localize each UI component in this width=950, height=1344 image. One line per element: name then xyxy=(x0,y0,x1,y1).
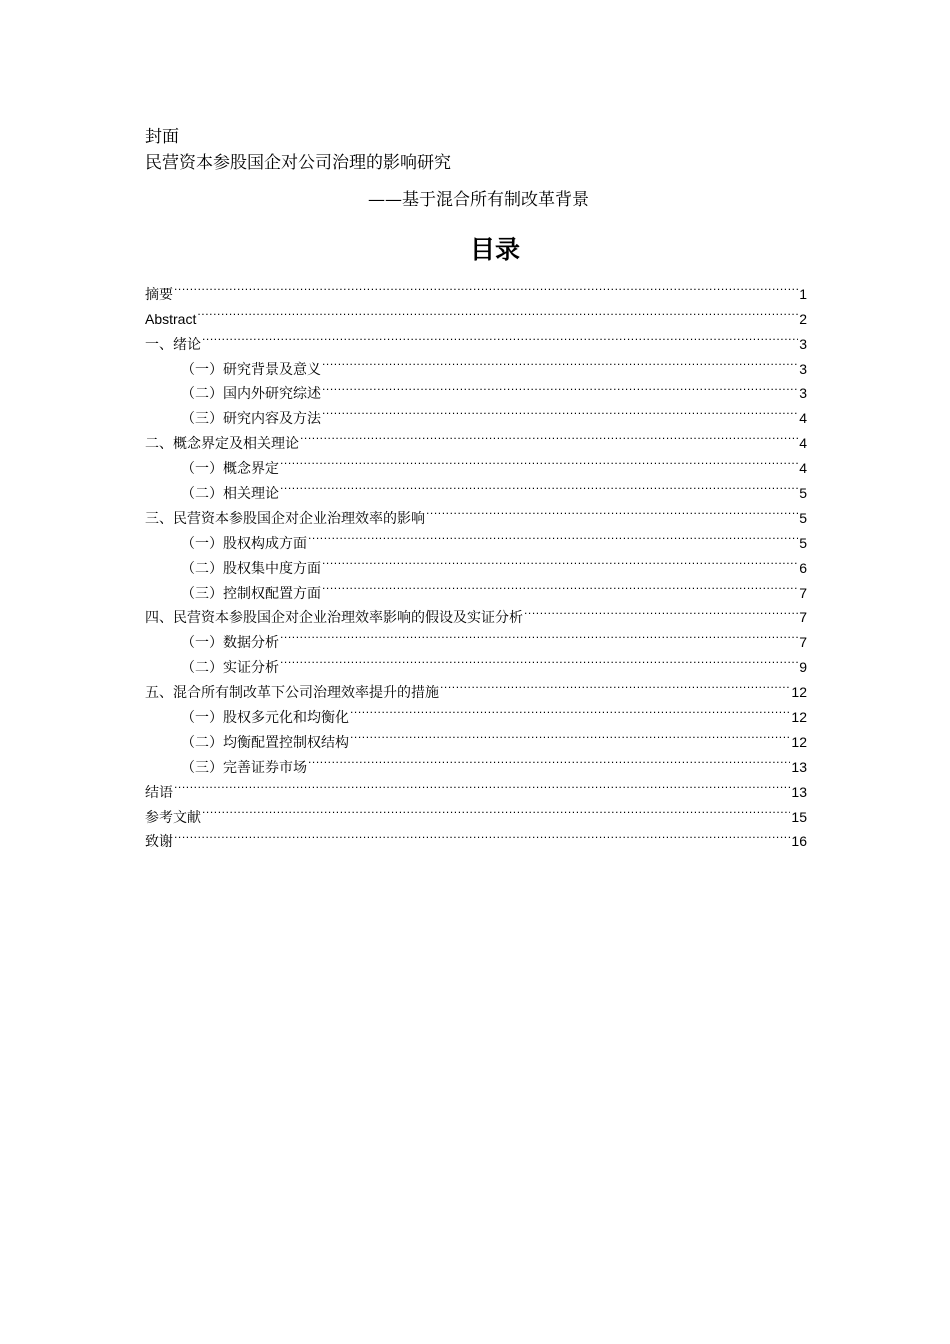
toc-leader-dots xyxy=(524,598,798,623)
toc-subentry[interactable] xyxy=(145,349,807,378)
toc-entry-page: 7 xyxy=(799,609,807,626)
toc-entry-label: （二）股权集中度方面 xyxy=(181,560,321,577)
toc-entry-page: 7 xyxy=(799,634,807,651)
toc-leader-dots xyxy=(280,448,798,473)
toc-leader-dots xyxy=(322,349,798,374)
toc-entry-label: （二）均衡配置控制权结构 xyxy=(181,734,349,751)
toc-entry-page: 12 xyxy=(791,709,807,726)
toc-entry-page: 15 xyxy=(791,808,807,825)
cover-label: 封面 xyxy=(145,127,179,147)
toc-leader-dots xyxy=(280,622,798,647)
toc-leader-dots xyxy=(202,324,798,349)
toc-entry-label: （三）研究内容及方法 xyxy=(181,411,321,428)
toc-entry-page: 4 xyxy=(799,435,807,452)
toc-entry-label: Abstract xyxy=(145,310,197,327)
toc-leader-dots xyxy=(426,498,798,523)
toc-entry-label: （一）概念界定 xyxy=(181,461,279,478)
toc-leader-dots xyxy=(280,473,798,498)
toc-entry-label: 致谢 xyxy=(145,834,173,851)
toc-entry[interactable] xyxy=(145,274,807,303)
toc-entry-page: 13 xyxy=(791,758,807,775)
toc-entry-page: 3 xyxy=(799,335,807,352)
toc-entry[interactable] xyxy=(145,797,807,826)
toc-entry-label: （三）完善证券市场 xyxy=(181,759,307,776)
toc-entry-label: （三）控制权配置方面 xyxy=(181,585,321,602)
toc-entry[interactable] xyxy=(145,324,807,353)
toc-entry-page: 4 xyxy=(799,460,807,477)
toc-entry-label: 二、概念界定及相关理论 xyxy=(145,436,299,453)
toc-leader-dots xyxy=(197,299,798,324)
toc-leader-dots xyxy=(440,672,790,697)
toc-leader-dots xyxy=(322,374,798,399)
toc-leader-dots xyxy=(308,747,790,772)
toc-entry-label: （二）国内外研究综述 xyxy=(181,386,321,403)
toc-entry-page: 6 xyxy=(799,559,807,576)
toc-leader-dots xyxy=(322,398,798,423)
toc-entry-label: 摘要 xyxy=(145,286,173,303)
toc-leader-dots xyxy=(174,772,790,797)
toc-entry-label: （一）研究背景及意义 xyxy=(181,361,321,378)
toc-entry-page: 9 xyxy=(799,659,807,676)
toc-entry-page: 12 xyxy=(791,684,807,701)
toc-entry-page: 7 xyxy=(799,584,807,601)
toc-entry[interactable] xyxy=(145,299,807,327)
toc-entry-label: （一）数据分析 xyxy=(181,635,279,652)
toc-heading: 目录 xyxy=(469,235,520,264)
toc-entry-page: 1 xyxy=(799,285,807,302)
toc-leader-dots xyxy=(202,797,790,822)
toc-entry-label: （一）股权多元化和均衡化 xyxy=(181,710,349,727)
toc-entry-label: 三、民营资本参股国企对企业治理效率的影响 xyxy=(145,510,425,527)
toc-entry-page: 12 xyxy=(791,733,807,750)
toc-entry[interactable] xyxy=(145,772,807,801)
toc-leader-dots xyxy=(174,822,790,847)
toc-entry-label: 五、混合所有制改革下公司治理效率提升的措施 xyxy=(145,685,439,702)
toc-entry-page: 3 xyxy=(799,385,807,402)
toc-entry-label: 一、绪论 xyxy=(145,336,201,353)
toc-leader-dots xyxy=(322,573,798,598)
toc-entry-page: 2 xyxy=(799,310,807,327)
toc-entry-label: 参考文献 xyxy=(145,809,201,826)
toc-entry-page: 16 xyxy=(791,833,807,850)
thesis-subtitle: ——基于混合所有制改革背景 xyxy=(368,190,589,210)
toc-entry-page: 5 xyxy=(799,485,807,502)
toc-entry-label: （一）股权构成方面 xyxy=(181,535,307,552)
toc-leader-dots xyxy=(300,423,798,448)
toc-entry-label: 结语 xyxy=(145,784,173,801)
thesis-title: 民营资本参股国企对公司治理的影响研究 xyxy=(145,153,451,173)
table-of-contents xyxy=(145,274,807,851)
toc-leader-dots xyxy=(322,548,798,573)
toc-entry-label: （二）相关理论 xyxy=(181,486,279,503)
toc-leader-dots xyxy=(350,697,790,722)
toc-entry-page: 5 xyxy=(799,509,807,526)
toc-entry-label: 四、民营资本参股国企对企业治理效率影响的假设及实证分析 xyxy=(145,610,523,627)
toc-entry-page: 3 xyxy=(799,360,807,377)
toc-leader-dots xyxy=(280,647,798,672)
toc-leader-dots xyxy=(174,274,798,299)
toc-entry-page: 4 xyxy=(799,410,807,427)
toc-entry-label: （二）实证分析 xyxy=(181,660,279,677)
toc-leader-dots xyxy=(350,722,790,747)
toc-entry-page: 13 xyxy=(791,783,807,800)
toc-leader-dots xyxy=(308,523,798,548)
toc-entry[interactable] xyxy=(145,822,807,851)
toc-entry-page: 5 xyxy=(799,534,807,551)
